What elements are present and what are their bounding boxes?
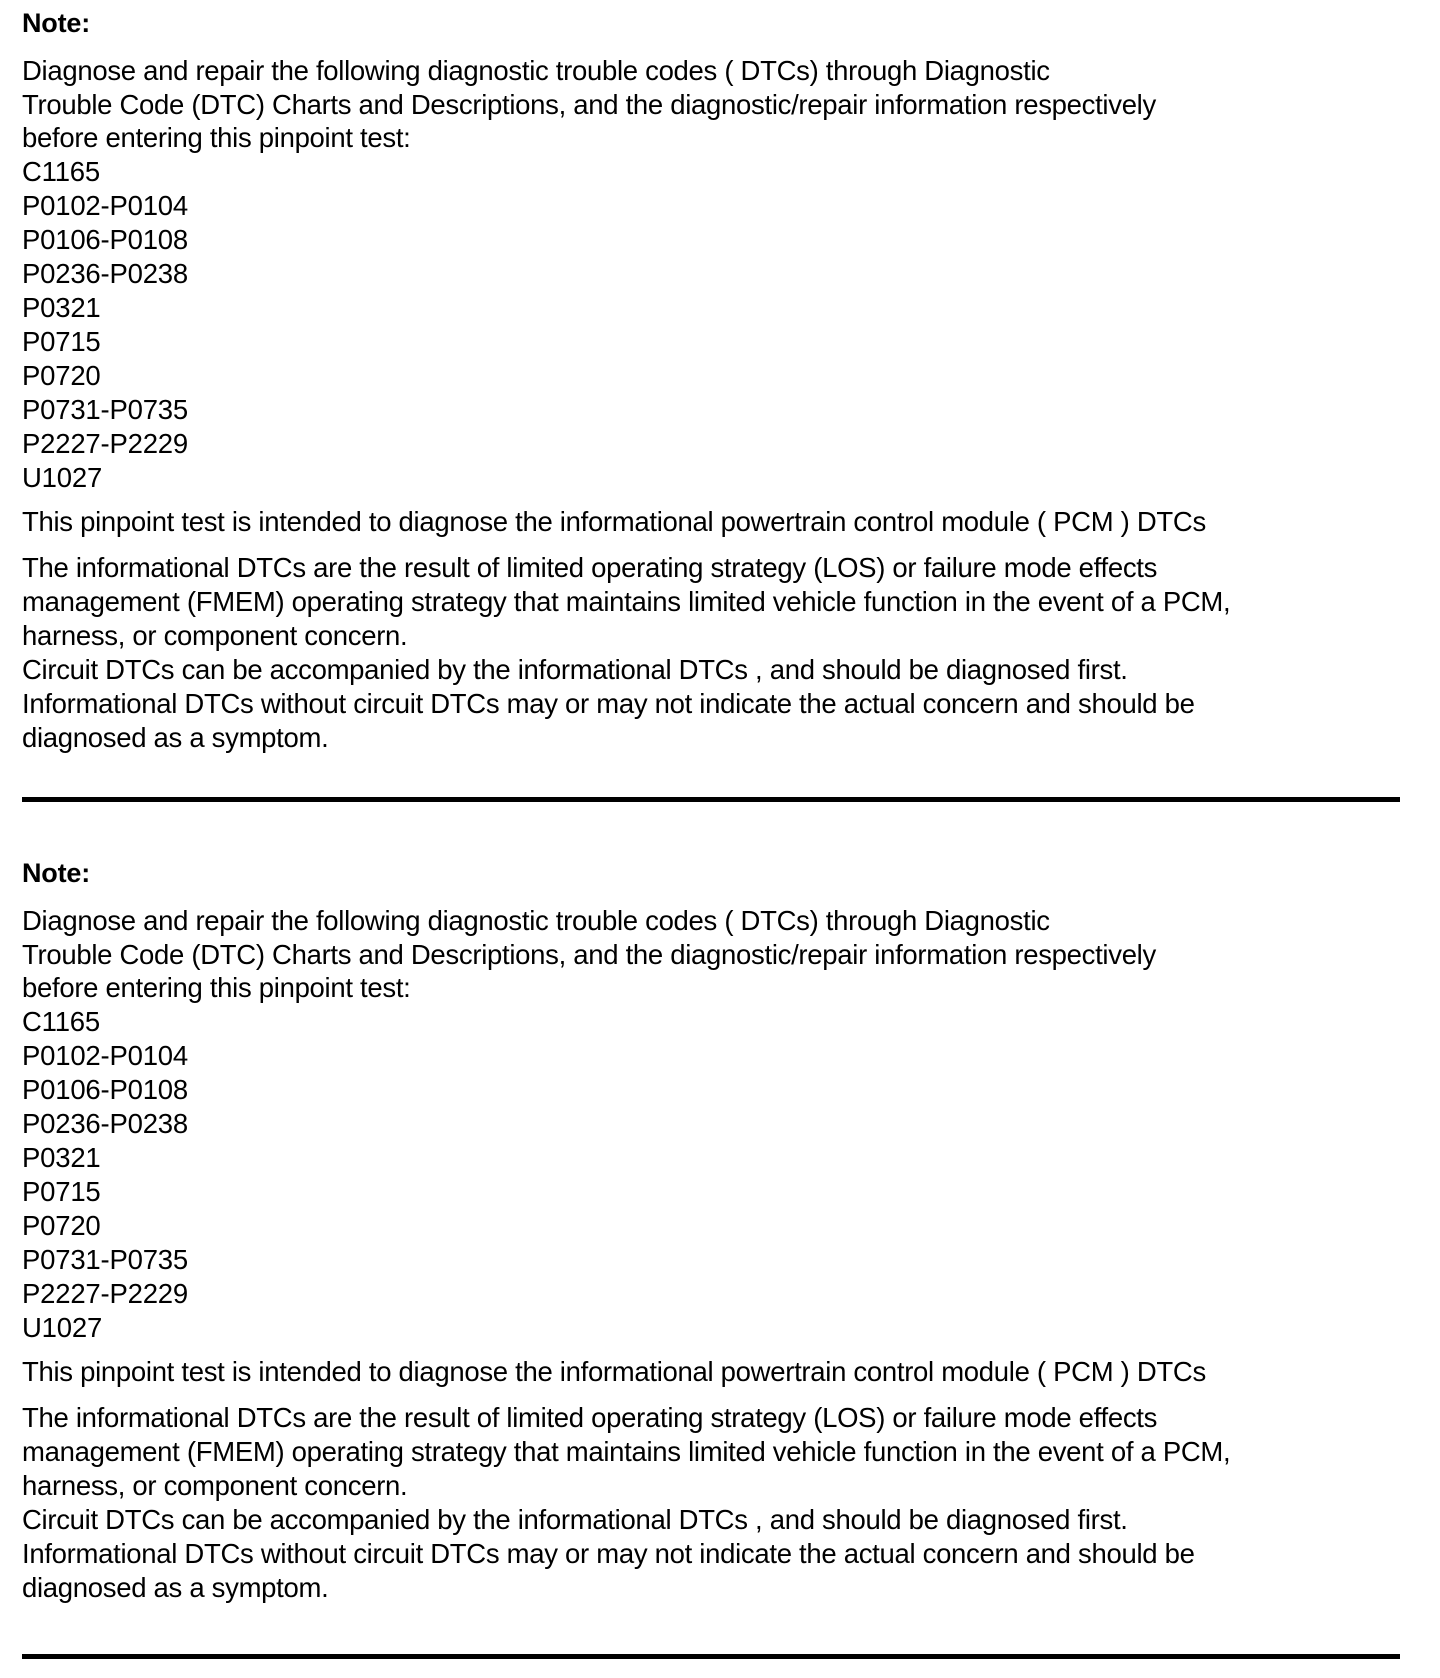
explain-line: The informational DTCs are the result of limited operating strategy (LOS) or failure mode effects (22, 1401, 1158, 1433)
note-intro (22, 904, 1402, 1005)
explain-line: management (FMEM) operating strategy that maintains limited vehicle function in the event of a PCM, (22, 1435, 1231, 1467)
explain-line: Circuit DTCs can be accompanied by the informational DTCs , and should be diagnosed first. (22, 1503, 1128, 1535)
dtc-code: P0236-P0238 (22, 1107, 188, 1139)
note-explanation (22, 551, 1402, 755)
dtc-code: U1027 (22, 461, 103, 493)
explain-line: diagnosed as a symptom. (22, 1571, 329, 1603)
note-block-1 (22, 6, 1402, 755)
section-divider (22, 1654, 1400, 1659)
dtc-code: C1165 (22, 1005, 100, 1037)
dtc-code: P0731-P0735 (22, 1243, 188, 1275)
dtc-code: P0321 (22, 1141, 101, 1173)
note-explanation (22, 1401, 1402, 1605)
explain-line: harness, or component concern. (22, 619, 408, 651)
dtc-code: P0720 (22, 359, 101, 391)
note-title: Note: (22, 8, 90, 38)
dtc-code: P0236-P0238 (22, 257, 188, 289)
dtc-code: P0321 (22, 291, 101, 323)
explain-line: harness, or component concern. (22, 1469, 408, 1501)
explain-line: management (FMEM) operating strategy that maintains limited vehicle function in the event of a PCM, (22, 585, 1231, 617)
dtc-code: P0715 (22, 325, 101, 357)
intro-line: before entering this pinpoint test: (22, 122, 411, 154)
pinpoint-purpose: This pinpoint test is intended to diagnose the informational powertrain control module ( PCM ) DTCs (22, 505, 1206, 537)
intro-line: Diagnose and repair the following diagnostic trouble codes ( DTCs) through Diagnostic (22, 55, 1050, 86)
explain-line: The informational DTCs are the result of limited operating strategy (LOS) or failure mode effects (22, 551, 1158, 583)
dtc-code: P0715 (22, 1175, 101, 1207)
dtc-code-list (22, 1005, 1402, 1345)
pinpoint-purpose: This pinpoint test is intended to diagnose the informational powertrain control module ( PCM ) DTCs (22, 1355, 1206, 1387)
explain-line: Circuit DTCs can be accompanied by the informational DTCs , and should be diagnosed first. (22, 653, 1128, 685)
explain-line: Informational DTCs without circuit DTCs may or may not indicate the actual concern and should be (22, 687, 1195, 719)
intro-line: Trouble Code (DTC) Charts and Descriptions, and the diagnostic/repair information respectively (22, 938, 1156, 970)
intro-line: before entering this pinpoint test: (22, 972, 411, 1004)
dtc-code-list (22, 155, 1402, 495)
dtc-code: P2227-P2229 (22, 1277, 188, 1309)
intro-line: Trouble Code (DTC) Charts and Descriptions, and the diagnostic/repair information respectively (22, 88, 1156, 120)
note-intro (22, 54, 1402, 155)
dtc-code: U1027 (22, 1311, 103, 1343)
explain-line: diagnosed as a symptom. (22, 721, 329, 753)
dtc-code: P0102-P0104 (22, 1039, 188, 1071)
dtc-code: P0106-P0108 (22, 223, 188, 255)
section-divider (22, 797, 1400, 802)
note-title: Note: (22, 858, 90, 888)
dtc-code: P0102-P0104 (22, 189, 188, 221)
explain-line: Informational DTCs without circuit DTCs may or may not indicate the actual concern and should be (22, 1537, 1195, 1569)
dtc-code: P2227-P2229 (22, 427, 188, 459)
dtc-code: P0720 (22, 1209, 101, 1241)
dtc-code: C1165 (22, 155, 100, 187)
dtc-code: P0731-P0735 (22, 393, 188, 425)
note-block-2 (22, 856, 1402, 1605)
intro-line: Diagnose and repair the following diagnostic trouble codes ( DTCs) through Diagnostic (22, 905, 1050, 936)
dtc-code: P0106-P0108 (22, 1073, 188, 1105)
